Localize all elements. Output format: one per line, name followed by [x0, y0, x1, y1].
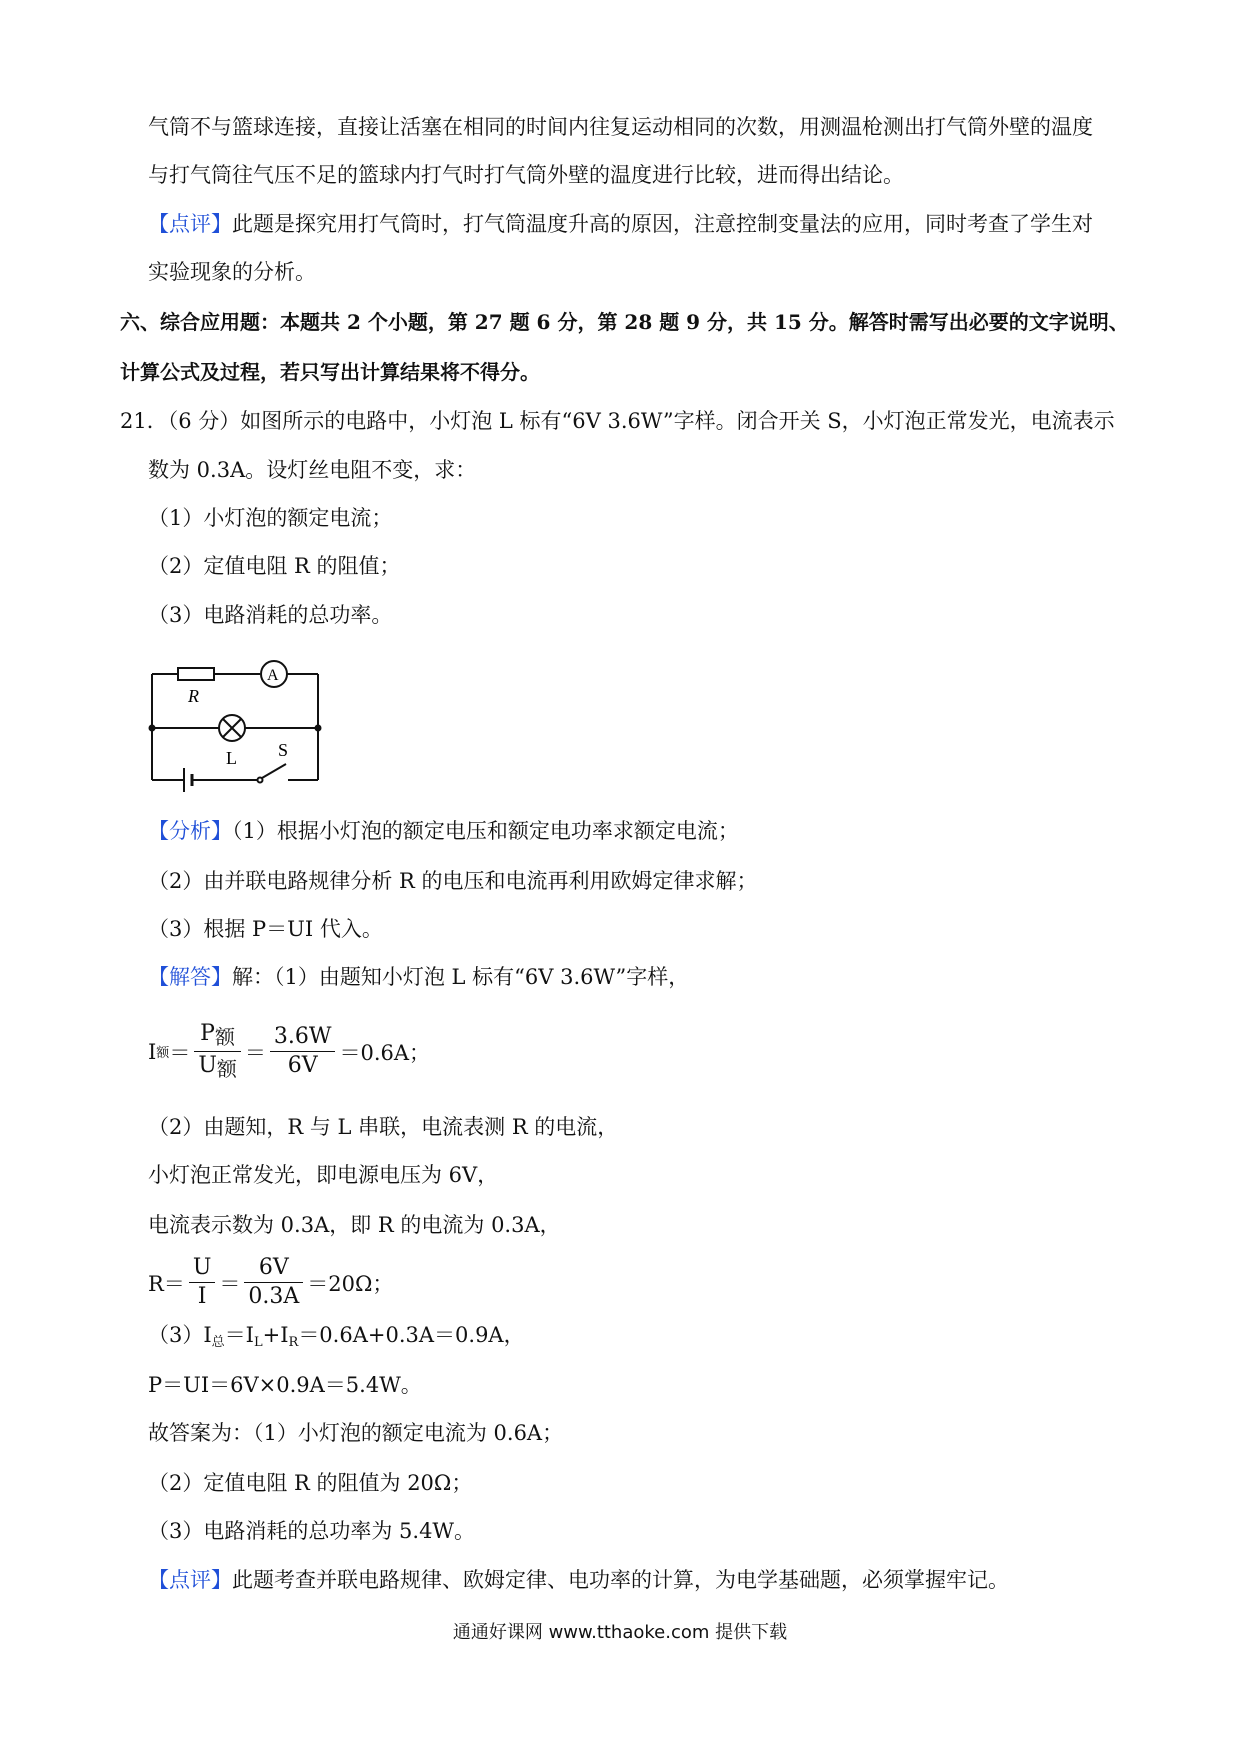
eq-symbol: I: [148, 1039, 157, 1064]
switch-lever: [262, 764, 286, 778]
fraction-denominator: I: [197, 1284, 207, 1309]
analysis-tag: 【分析】: [148, 819, 232, 843]
fraction-denominator: 6V: [287, 1053, 318, 1078]
equation-resistance: [148, 1254, 393, 1311]
circuit-diagram: [148, 660, 328, 800]
sub-question: （2）定值电阻 R 的阻值；: [148, 554, 401, 578]
eq-symbol: U: [198, 1053, 217, 1078]
eq-equals: ＝: [169, 1040, 191, 1065]
eq-part: ＝0.6A+0.3A＝0.9A，: [298, 1323, 525, 1347]
ammeter-label: A: [267, 667, 279, 684]
answer-paragraph: [148, 962, 689, 992]
switch-pivot: [258, 778, 263, 783]
fraction-numerator: 3.6W: [270, 1023, 336, 1052]
analysis-paragraph: [148, 816, 739, 846]
eq-equals: ＝: [244, 1040, 266, 1065]
question-text: 数为 0.3A。设灯丝电阻不变，求：: [148, 458, 477, 482]
section-heading: 六、综合应用题：本题共 2 个小题，第 27 题 6 分，第 28 题 9 分，共 15 分。解答时需写出必要的文字说明、: [120, 310, 1129, 334]
page-footer: 通通好课网 www.tthaoke.com 提供下载: [452, 1622, 788, 1643]
eq-result: ＝0.6A；: [339, 1040, 431, 1065]
paragraph-line: 气筒不与篮球连接，直接让活塞在相同的时间内往复运动相同的次数，用测温枪测出打气筒外壁的温度: [148, 115, 1093, 139]
paragraph-line: 实验现象的分析。: [148, 260, 316, 284]
fraction-numerator: U: [189, 1254, 216, 1283]
junction-dot: [149, 725, 156, 732]
fraction: [189, 1254, 216, 1311]
review-paragraph: [148, 1565, 1009, 1595]
analysis-line: （2）由并联电路规律分析 R 的电压和电流再利用欧姆定律求解；: [148, 869, 758, 893]
sub-question: （1）小灯泡的额定电流；: [148, 506, 393, 530]
fraction: [244, 1254, 303, 1311]
answer-line: （2）由题知，R 与 L 串联，电流表测 R 的电流，: [148, 1115, 619, 1139]
final-answer-line: （2）定值电阻 R 的阻值为 20Ω；: [148, 1471, 473, 1495]
eq-subscript: L: [253, 1335, 263, 1350]
junction-dot: [315, 725, 322, 732]
equation-rated-current: [148, 1020, 430, 1083]
final-answer-line: （3）电路消耗的总功率为 5.4W。: [148, 1519, 476, 1543]
review-text: 此题考查并联电路规律、欧姆定律、电功率的计算，为电学基础题，必须掌握牢记。: [232, 1568, 1009, 1592]
review-text: 此题是探究用打气筒时，打气筒温度升高的原因，注意控制变量法的应用，同时考查了学生对: [232, 212, 1093, 236]
fraction: [194, 1020, 241, 1083]
resistor-label: R: [188, 686, 199, 706]
sub-question: （3）电路消耗的总功率。: [148, 603, 393, 627]
analysis-text: （1）根据小灯泡的额定电压和额定电功率求额定电流；: [232, 819, 739, 843]
eq-lhs: R＝: [148, 1271, 185, 1296]
eq-subscript: 总: [211, 1335, 225, 1350]
eq-part: ＝I: [224, 1323, 254, 1347]
question-text: 21．（6 分）如图所示的电路中，小灯泡 L 标有“6V 3.6W”字样。闭合开关 S，小灯泡正常发光，电流表示: [120, 409, 1115, 433]
lamp-label: L: [226, 748, 237, 768]
analysis-line: （3）根据 P＝UI 代入。: [148, 917, 383, 941]
answer-tag: 【解答】: [148, 965, 232, 989]
eq-subscript: 额: [156, 1046, 170, 1061]
eq-result: ＝20Ω；: [307, 1271, 394, 1296]
fraction-numerator: [194, 1020, 241, 1052]
review-tag: 【点评】: [148, 1568, 232, 1592]
review-tag: 【点评】: [148, 212, 232, 236]
eq-symbol: P: [200, 1021, 215, 1046]
switch-label: S: [278, 740, 289, 760]
paragraph-line: 与打气筒往气压不足的篮球内打气时打气筒外壁的温度进行比较，进而得出结论。: [148, 163, 904, 187]
answer-line: 电流表示数为 0.3A，即 R 的电流为 0.3A，: [148, 1213, 561, 1237]
fraction-denominator: [194, 1052, 241, 1083]
answer-text: 解：（1）由题知小灯泡 L 标有“6V 3.6W”字样，: [232, 965, 690, 989]
eq-equals: ＝: [219, 1271, 241, 1296]
equation-total-current: [148, 1320, 525, 1358]
eq-subscript: 额: [216, 1057, 237, 1081]
section-heading: 计算公式及过程，若只写出计算结果将不得分。: [120, 360, 540, 384]
eq-part: （3）I: [148, 1323, 212, 1347]
eq-subscript: R: [288, 1335, 299, 1350]
fraction-numerator: 6V: [244, 1254, 303, 1283]
resistor-symbol: [178, 668, 214, 680]
final-answer-line: 故答案为：（1）小灯泡的额定电流为 0.6A；: [148, 1421, 564, 1445]
fraction: [270, 1023, 336, 1080]
answer-line: 小灯泡正常发光，即电源电压为 6V，: [148, 1163, 499, 1187]
fraction-denominator: 0.3A: [248, 1284, 300, 1309]
review-paragraph: [148, 209, 1093, 239]
eq-part: +I: [262, 1323, 289, 1347]
eq-subscript: 额: [214, 1025, 235, 1049]
answer-line: P＝UI＝6V×0.9A＝5.4W。: [148, 1373, 422, 1397]
